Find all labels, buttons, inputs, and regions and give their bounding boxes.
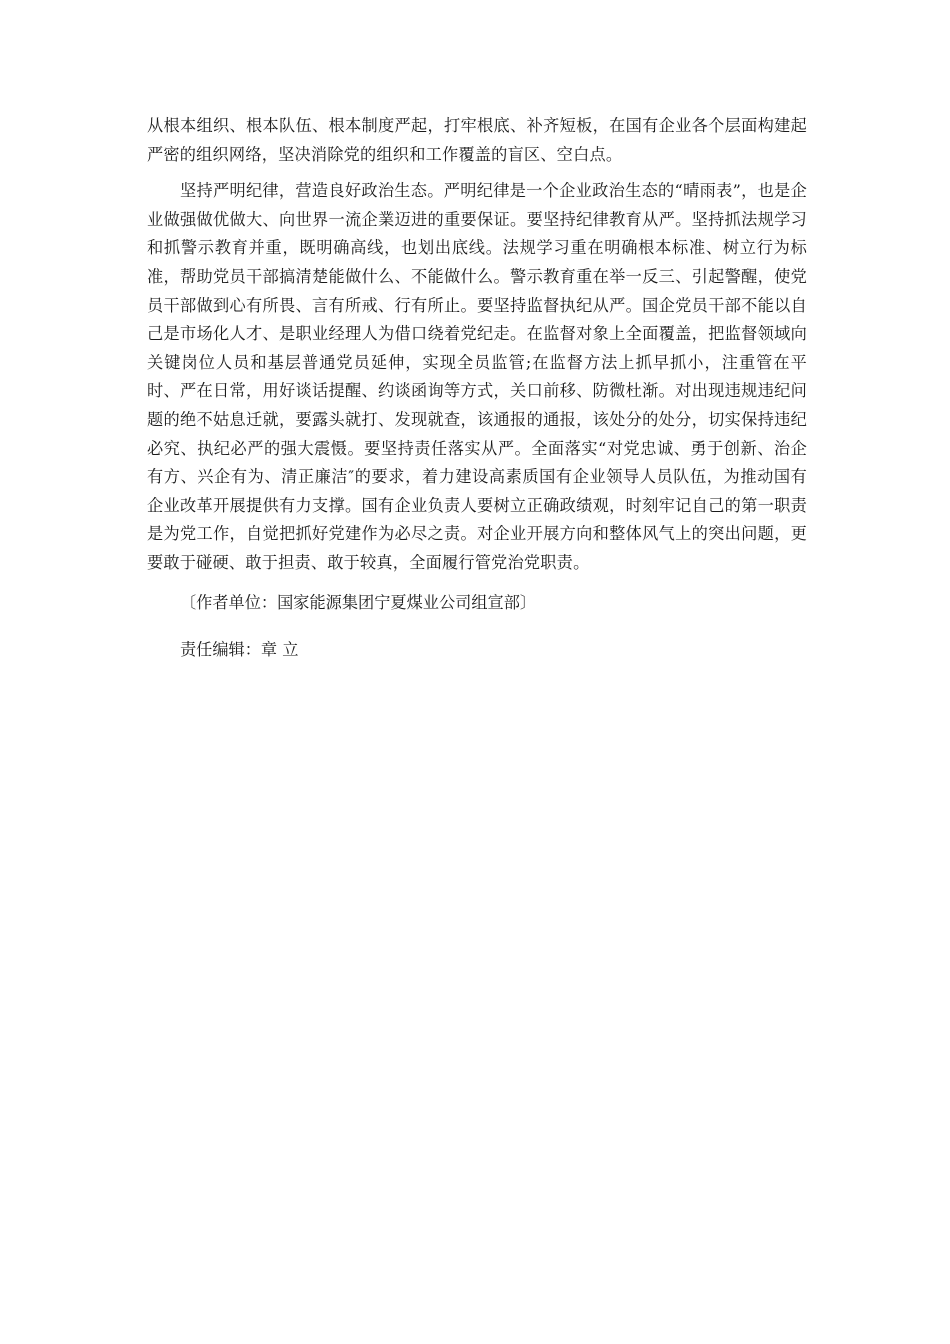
author-unit: 〔作者单位：国家能源集团宁夏煤业公司组宣部〕 bbox=[180, 592, 537, 612]
article-paragraph-continued: 从根本组织、根本队伍、根本制度严起，打牢根底、补齐短板，在国有企业各个层面构建起严密的组织网络，坚决消除党的组织和工作覆盖的盲区、空白点。 bbox=[147, 116, 807, 164]
article-paragraph-discipline: 坚持严明纪律，营造良好政治生态。严明纪律是一个企业政治生态的“晴雨表”，也是企业做强做优做大、向世界一流企業迈进的重要保证。要坚持纪律教育从严。坚持抓法规学习和抓警示教育并重，既明确高线，也划出底线。法规学习重在明确根本标准、树立行为标准，帮助党员干部搞清楚能做什么、不能做什么。警示教育重在举一反三、引起警醒，使党员干部做到心有所畏、言有所戒、行有所止。要坚持监督执纪从严。国企党员干部不能以自己是市场化人才、是职业经理人为借口绕着党纪走。在监督对象上全面覆盖，把监督领域向关键岗位人员和基层普通党员延伸，实现全员监管;在监督方法上抓早抓小，注重管在平时、严在日常，用好谈话提醒、约谈函询等方式，关口前移、防微杜渐。对出现违规违纪问题的绝不姑息迁就，要露头就打、发现就查，该通报的通报，该处分的处分，切实保持违纪必究、执纪必严的强大震慑。要坚持责任落实从严。全面落实“对党忠诚、勇于创新、治企有方、兴企有为、清正廉洁″的要求，着力建设高素质国有企业领导人员队伍，为推动国有企业改革开展提供有力支撑。国有企业负责人要树立正确政绩观，时刻牢记自己的第一职责是为党工作，自觉把抓好党建作为必尽之责。对企业开展方向和整体风气上的突出问题，更要敢于碰硬、敢于担责、敢于较真，全面履行管党治党职责。 bbox=[147, 181, 807, 572]
responsible-editor: 责任编辑：章 立 bbox=[180, 640, 299, 660]
article-page bbox=[147, 112, 807, 665]
